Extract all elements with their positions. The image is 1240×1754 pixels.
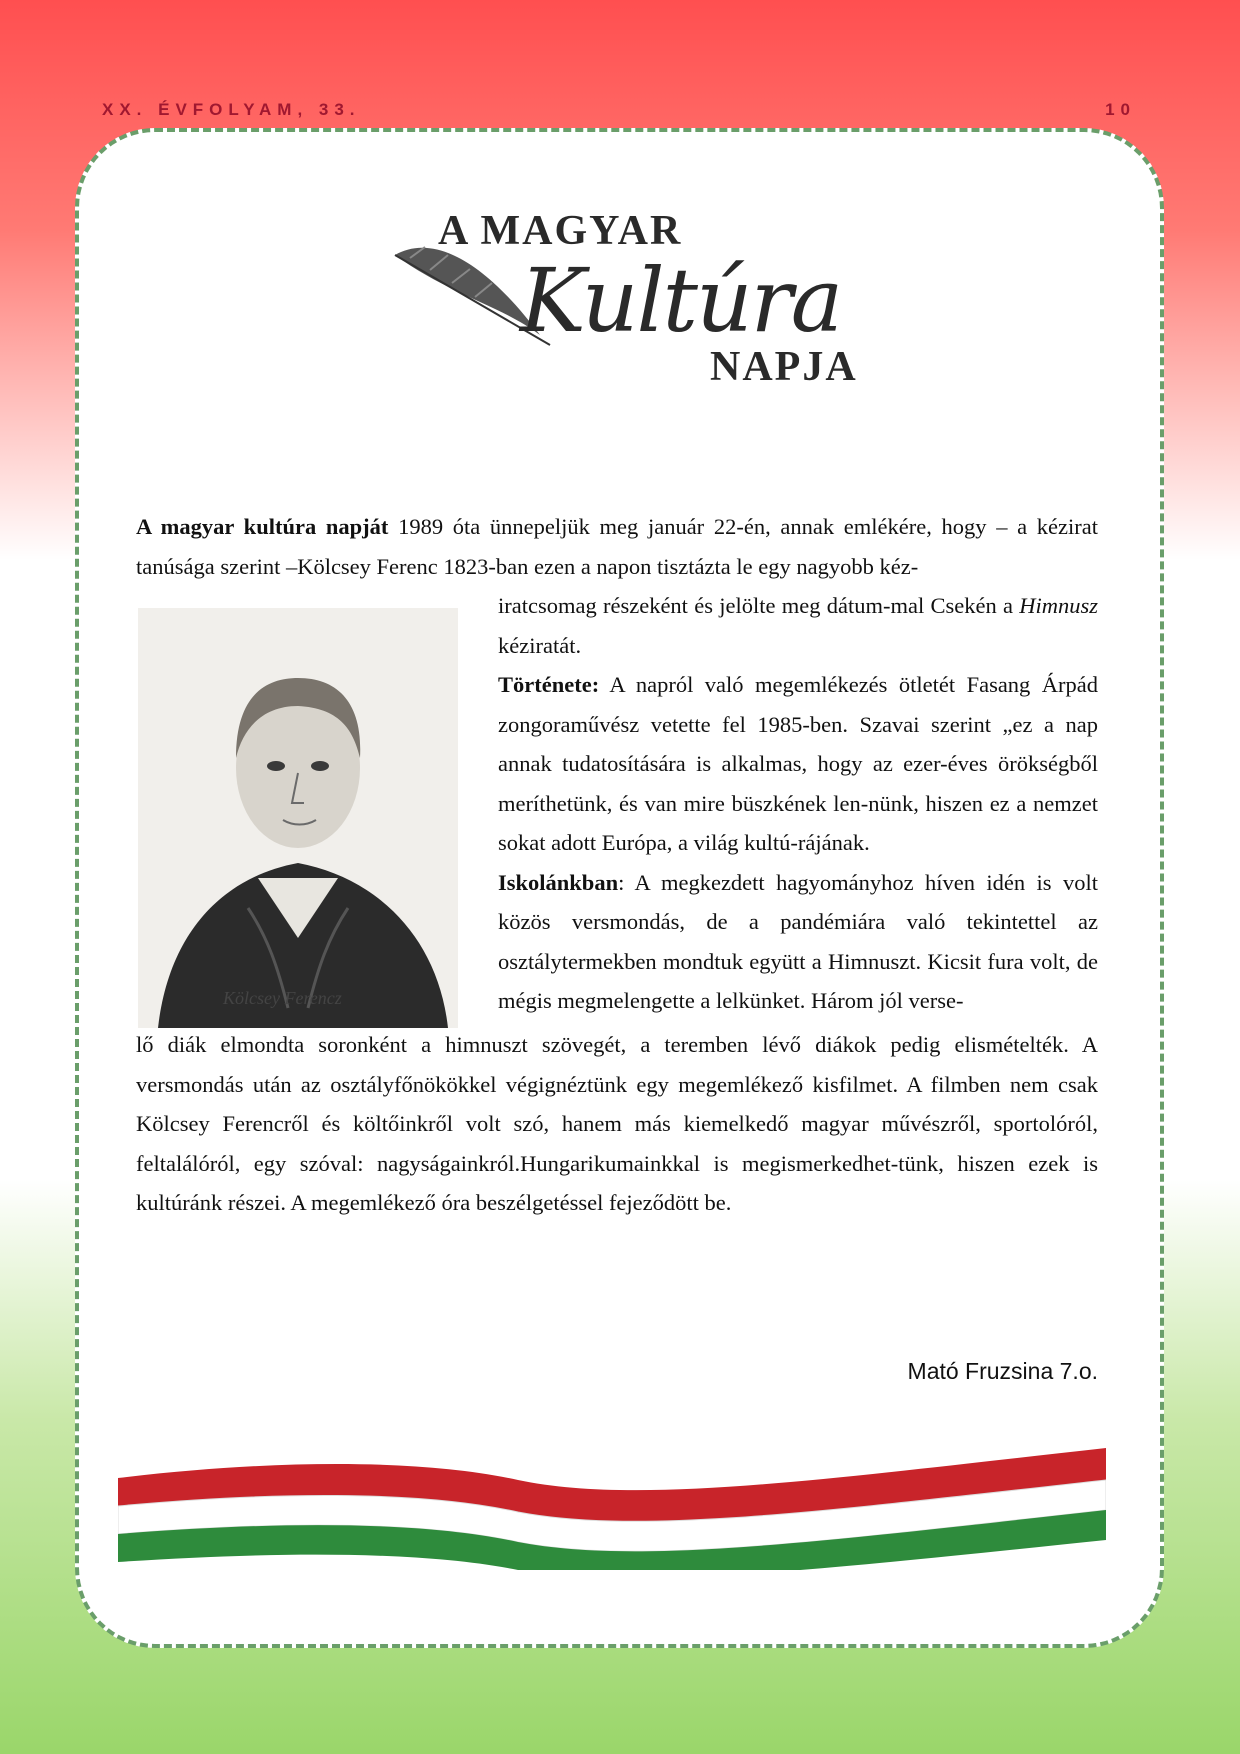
author-signature: Mató Fruzsina 7.o. <box>907 1358 1098 1384</box>
kultura-napja-logo <box>390 195 870 405</box>
tortenete-heading: Története: <box>498 672 600 697</box>
portrait-signature: Kölcsey Ferencz <box>223 988 342 1008</box>
right-column-text <box>498 586 1098 1021</box>
intro-text: 1989 óta ünnepeljük meg január 22-én, annak emlékére, hogy – a kézirat tanúsága szerint –Kölcsey Ferenc 1823-ban ezen a napon tisztázta le egy nagyobb kéz- <box>136 514 1098 579</box>
iskolankban-text: : A megkezdett hagyományhoz híven idén is volt közös versmondás, de a pandémiára való tekintettel az osztálytermekben mondtuk együtt a Himnuszt. Kicsit fura volt, de mégis megmelengette a lelkünket. Három jól verse- <box>498 869 1098 1013</box>
kolcsey-portrait <box>138 608 458 1028</box>
closing-text: lő diák elmondta soronként a himnuszt szövegét, a teremben lévő diákok pedig elismételték. A versmondás után az osztályfőnökökkel végignéztünk egy megemlékező kisfilmet. A filmben nem csak Kölcsey Ferencről és költőinkről volt szó, hanem más kiemelkedő magyar művészről, sportolóról, feltalálóról, egy szóval: nagyságainkról.Hungarikumainkkal is megismerkedhet-tünk, hiszen ezek is kultúránk részei. A megemlékező óra beszélgetéssel fejeződött be. <box>136 1032 1098 1215</box>
intro-end: kéziratát. <box>498 632 582 658</box>
page-number: 10 <box>1105 100 1136 119</box>
issue-header: XX. ÉVFOLYAM, 33. <box>102 100 361 119</box>
logo-script: Kultúra <box>520 249 842 352</box>
intro-continued: iratcsomag részeként és jelölte meg dátum-mal Csekén a <box>498 593 1020 618</box>
iskolankban-heading: Iskolánkban <box>498 869 619 895</box>
intro-paragraph <box>136 507 1098 586</box>
closing-paragraph <box>136 1025 1098 1223</box>
hungarian-flag-ribbon <box>118 1440 1106 1570</box>
logo-line-1: A MAGYAR <box>438 208 683 254</box>
himnusz-italic: Himnusz <box>1019 593 1098 618</box>
logo-line-2: NAPJA <box>710 344 858 390</box>
tortenete-text: A napról való megemlékezés ötletét Fasang Árpád zongoraművész vetette fel 1985-ben. Szavai szerint „ez a nap annak tudatosítására is alkalmas, hogy az ezer-éves örökségből meríthetünk, és van mire büszkének len-nünk, hiszen ez a nemzet sokat adott Európa, a világ kultú-rájának. <box>498 672 1098 855</box>
intro-bold: A magyar kultúra napját <box>136 514 389 539</box>
